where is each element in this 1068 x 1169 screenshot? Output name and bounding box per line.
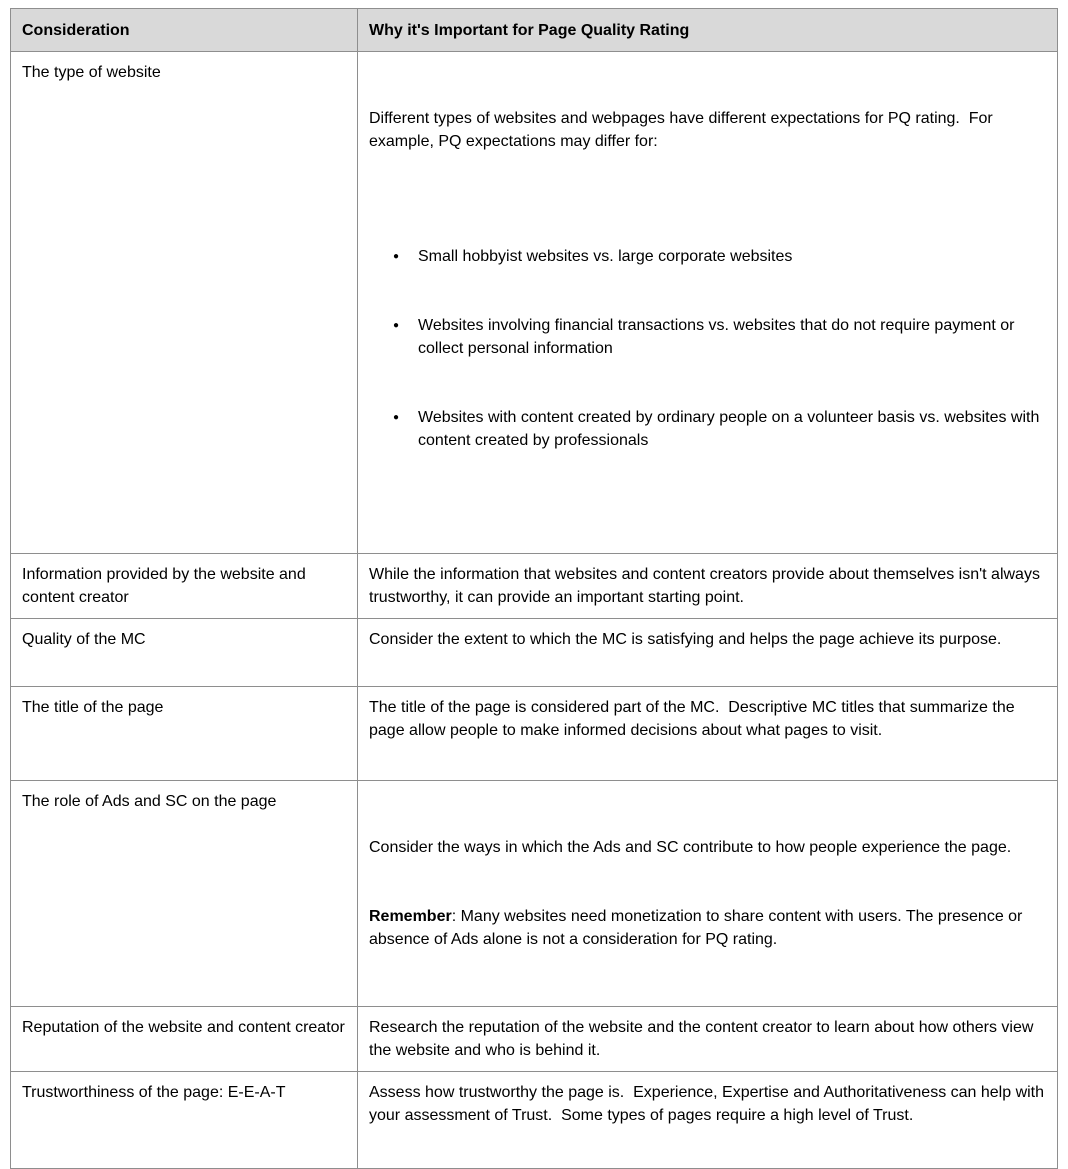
bullet-item (393, 314, 1046, 360)
bullet-item (393, 406, 1046, 452)
table-row (11, 52, 1058, 554)
consideration-cell: Quality of the MC (11, 619, 358, 687)
bullet-text: Small hobbyist websites vs. large corporate websites (418, 248, 793, 265)
consideration-cell: Reputation of the website and content creator (11, 1007, 358, 1072)
table-header-row (11, 9, 1058, 52)
why-cell (358, 52, 1058, 554)
remember-text: : Many websites need monetization to share content with users. The presence or absence of Ads alone is not a consideration for PQ rating. (369, 908, 1027, 948)
bullet-item (393, 245, 1046, 268)
why-paragraph: Consider the ways in which the Ads and SC contribute to how people experience the page. (369, 839, 1012, 856)
why-cell (358, 781, 1058, 1007)
bullet-text: Websites involving financial transactions vs. websites that do not require payment or collect personal information (418, 317, 1019, 357)
why-intro-paragraph: Different types of websites and webpages have different expectations for PQ rating. For example, PQ expectations may differ for: (369, 110, 998, 150)
pq-considerations-table (10, 8, 1058, 1169)
header-cell-why-important: Why it's Important for Page Quality Rating (358, 9, 1058, 52)
remember-paragraph (369, 905, 1046, 951)
bullet-list (369, 199, 1046, 498)
consideration-cell: The role of Ads and SC on the page (11, 781, 358, 1007)
why-cell: Consider the extent to which the MC is satisfying and helps the page achieve its purpose. (358, 619, 1058, 687)
why-cell: Research the reputation of the website and the content creator to learn about how others view the website and who is behind it. (358, 1007, 1058, 1072)
remember-label: Remember (369, 908, 452, 925)
consideration-cell: The title of the page (11, 687, 358, 781)
consideration-cell: Trustworthiness of the page: E-E-A-T (11, 1072, 358, 1169)
table-row (11, 619, 1058, 687)
table-row (11, 554, 1058, 619)
table-row (11, 1072, 1058, 1169)
table-row (11, 781, 1058, 1007)
bullet-icon: ● (393, 412, 400, 423)
why-cell: The title of the page is considered part of the MC. Descriptive MC titles that summarize the page allow people to make informed decisions about what pages to visit. (358, 687, 1058, 781)
why-cell: While the information that websites and content creators provide about themselves isn't always trustworthy, it can provide an important starting point. (358, 554, 1058, 619)
consideration-cell: Information provided by the website and content creator (11, 554, 358, 619)
why-cell: Assess how trustworthy the page is. Experience, Expertise and Authoritativeness can help with your assessment of Trust. Some types of pages require a high level of Trust. (358, 1072, 1058, 1169)
bullet-icon: ● (393, 320, 400, 331)
table-row (11, 687, 1058, 781)
table-row (11, 1007, 1058, 1072)
header-cell-consideration: Consideration (11, 9, 358, 52)
bullet-icon: ● (393, 251, 400, 262)
consideration-cell: The type of website (11, 52, 358, 554)
bullet-text: Websites with content created by ordinary people on a volunteer basis vs. websites with content created by professionals (418, 409, 1044, 449)
